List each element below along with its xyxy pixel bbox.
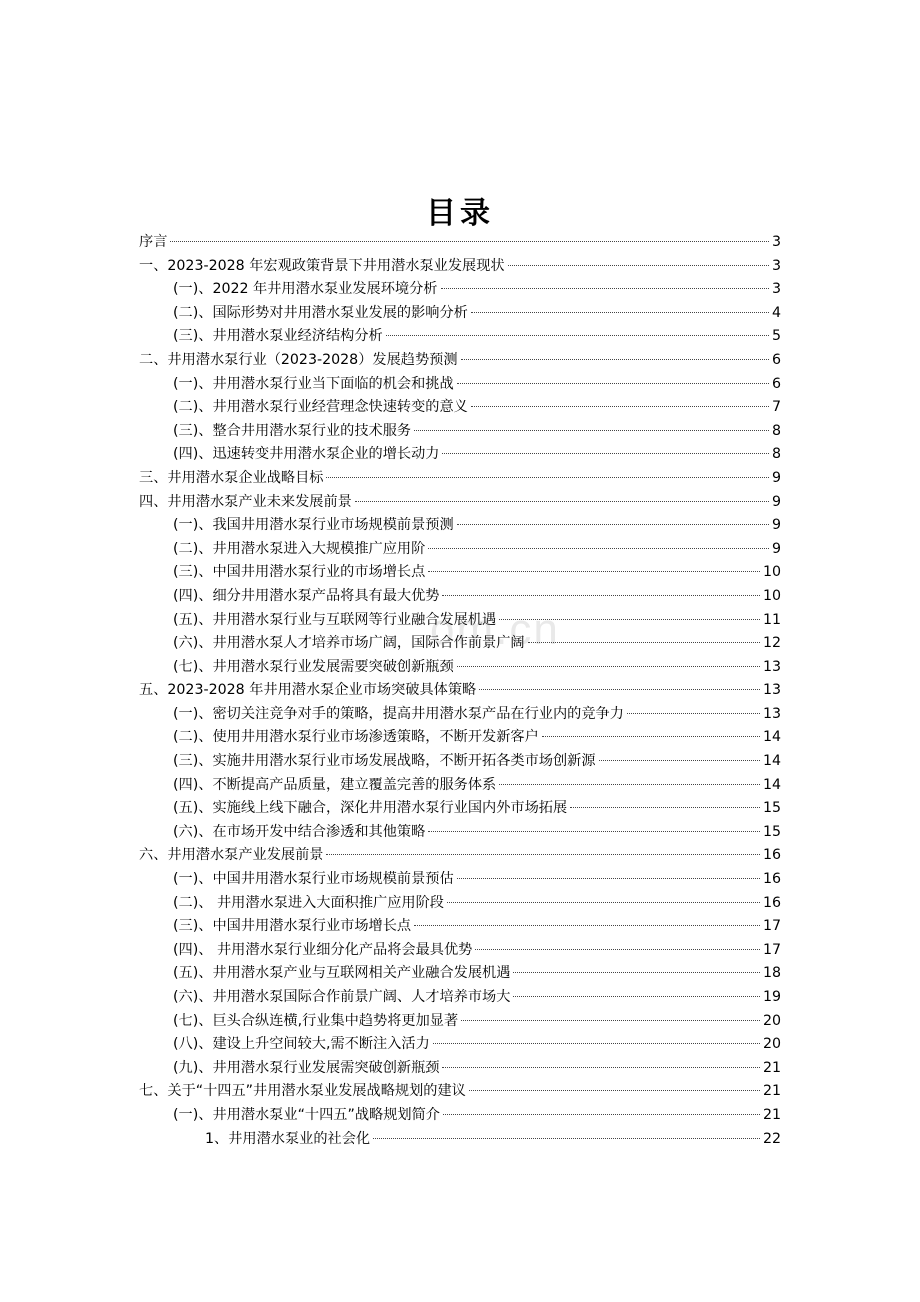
toc-entry-label: (六)、井用潜水泵人才培养市场广阔，国际合作前景广阔 bbox=[173, 635, 525, 652]
toc-entry-page: 15 bbox=[762, 800, 781, 817]
toc-entry[interactable] bbox=[139, 325, 781, 349]
toc-entry-page: 15 bbox=[762, 823, 781, 840]
toc-entry-page: 17 bbox=[762, 941, 781, 958]
toc-entry-page: 12 bbox=[762, 635, 781, 652]
toc-entry-label: (七)、巨头合纵连横,行业集中趋势将更加显著 bbox=[173, 1012, 459, 1029]
toc-entry[interactable] bbox=[139, 491, 781, 515]
toc-leader-dots bbox=[447, 902, 760, 903]
toc-entry-page: 14 bbox=[762, 776, 781, 793]
toc-entry-page: 3 bbox=[771, 257, 781, 274]
toc-entry-label: (四)、迅速转变井用潜水泵企业的增长动力 bbox=[173, 446, 440, 463]
toc-leader-dots bbox=[428, 548, 769, 549]
toc-entry[interactable] bbox=[139, 797, 781, 821]
toc-leader-dots bbox=[599, 760, 760, 761]
toc-leader-dots bbox=[442, 1067, 759, 1068]
toc-entry-page: 13 bbox=[762, 658, 781, 675]
toc-entry[interactable] bbox=[139, 986, 781, 1010]
toc-entry-page: 3 bbox=[771, 234, 781, 250]
toc-entry-page: 6 bbox=[771, 375, 781, 392]
toc-entry-label: (二)、 井用潜水泵进入大面积推广应用阶段 bbox=[173, 894, 444, 911]
toc-entry-label: (一)、密切关注竞争对手的策略，提高井用潜水泵产品在行业内的竞争力 bbox=[173, 705, 624, 722]
toc-entry-page: 21 bbox=[762, 1059, 781, 1076]
toc-entry[interactable] bbox=[139, 632, 781, 656]
toc-entry[interactable] bbox=[139, 538, 781, 562]
toc-leader-dots bbox=[442, 453, 769, 454]
toc-leader-dots bbox=[499, 619, 760, 620]
toc-entry-page: 8 bbox=[771, 422, 781, 439]
toc-leader-dots bbox=[508, 265, 769, 266]
toc-entry[interactable] bbox=[139, 373, 781, 397]
toc-entry-page: 22 bbox=[762, 1130, 781, 1147]
toc-entry[interactable] bbox=[139, 821, 781, 845]
toc-leader-dots bbox=[513, 972, 760, 973]
toc-entry-page: 11 bbox=[762, 611, 781, 628]
toc-entry[interactable] bbox=[139, 750, 781, 774]
toc-entry[interactable] bbox=[139, 774, 781, 798]
toc-leader-dots bbox=[457, 878, 760, 879]
toc-entry-label: 七、关于“十四五”井用潜水泵业发展战略规划的建议 bbox=[139, 1083, 466, 1100]
toc-entry[interactable] bbox=[139, 1057, 781, 1081]
toc-entry-label: 六、井用潜水泵产业发展前景 bbox=[139, 847, 324, 864]
toc-leader-dots bbox=[386, 335, 769, 336]
toc-leader-dots bbox=[442, 595, 759, 596]
toc-entry-label: (三)、中国井用潜水泵行业的市场增长点 bbox=[173, 564, 426, 581]
toc-entry-label: 1、井用潜水泵业的社会化 bbox=[205, 1130, 371, 1147]
toc-entry[interactable] bbox=[139, 514, 781, 538]
toc-leader-dots bbox=[461, 1020, 760, 1021]
toc-entry[interactable] bbox=[139, 1033, 781, 1057]
toc-leader-dots bbox=[471, 406, 769, 407]
toc-entry-label: 三、井用潜水泵企业战略目标 bbox=[139, 469, 324, 486]
watermark: om.cn bbox=[430, 605, 560, 654]
toc-entry-label: (五)、井用潜水泵行业与互联网等行业融合发展机遇 bbox=[173, 611, 497, 628]
toc-entry-label: 四、井用潜水泵产业未来发展前景 bbox=[139, 493, 352, 510]
toc-entry-label: (五)、实施线上线下融合，深化井用潜水泵行业国内外市场拓展 bbox=[173, 800, 568, 817]
toc-entry-label: (四)、细分井用潜水泵产品将具有最大优势 bbox=[173, 587, 440, 604]
toc-leader-dots bbox=[457, 524, 769, 525]
toc-entry[interactable] bbox=[139, 349, 781, 373]
toc-entry-page: 13 bbox=[762, 705, 781, 722]
toc-entry-label: (六)、井用潜水泵国际合作前景广阔、人才培养市场大 bbox=[173, 989, 511, 1005]
toc-entry-page: 16 bbox=[762, 847, 781, 864]
toc-entry-label: (九)、井用潜水泵行业发展需突破创新瓶颈 bbox=[173, 1059, 440, 1076]
toc-entry[interactable] bbox=[139, 278, 781, 302]
toc-entry[interactable] bbox=[139, 585, 781, 609]
toc-entry-label: (三)、中国井用潜水泵行业市场增长点 bbox=[173, 918, 412, 935]
toc-entry-label: 五、2023-2028 年井用潜水泵企业市场突破具体策略 bbox=[139, 682, 477, 699]
toc-entry-page: 9 bbox=[771, 517, 781, 534]
toc-entry-page: 8 bbox=[771, 446, 781, 463]
toc-entry[interactable] bbox=[139, 915, 781, 939]
toc-leader-dots bbox=[542, 736, 760, 737]
toc-entry-label: (二)、井用潜水泵进入大规模推广应用阶 bbox=[173, 540, 426, 557]
toc-entry-label: (一)、中国井用潜水泵行业市场规模前景预估 bbox=[173, 871, 454, 888]
toc-entry-page: 9 bbox=[771, 469, 781, 486]
toc-entry-page: 7 bbox=[771, 399, 781, 416]
toc-leader-dots bbox=[170, 241, 769, 242]
toc-entry-page: 5 bbox=[771, 328, 781, 345]
toc-entry[interactable] bbox=[139, 844, 781, 868]
toc-entry[interactable] bbox=[139, 1010, 781, 1034]
toc-leader-dots bbox=[457, 666, 760, 667]
toc-entry[interactable] bbox=[139, 726, 781, 750]
toc-entry[interactable] bbox=[139, 396, 781, 420]
toc-leader-dots bbox=[570, 807, 760, 808]
toc-entry-label: (二)、井用潜水泵行业经营理念快速转变的意义 bbox=[173, 399, 468, 416]
toc-entry[interactable] bbox=[139, 467, 781, 491]
toc-entry-page: 6 bbox=[771, 351, 781, 368]
toc-entry[interactable] bbox=[139, 892, 781, 916]
table-of-contents bbox=[139, 231, 781, 1151]
toc-entry-page: 14 bbox=[762, 753, 781, 770]
toc-entry-page: 4 bbox=[771, 304, 781, 321]
toc-entry-page: 16 bbox=[762, 871, 781, 888]
toc-leader-dots bbox=[479, 689, 760, 690]
toc-leader-dots bbox=[443, 1114, 760, 1115]
toc-entry[interactable] bbox=[139, 255, 781, 279]
toc-entry-label: (七)、井用潜水泵行业发展需要突破创新瓶颈 bbox=[173, 658, 454, 675]
toc-entry-label: (五)、井用潜水泵产业与互联网相关产业融合发展机遇 bbox=[173, 965, 511, 982]
toc-entry[interactable] bbox=[139, 868, 781, 892]
toc-entry-label: (一)、2022 年井用潜水泵业发展环境分析 bbox=[173, 281, 438, 298]
toc-entry[interactable] bbox=[139, 231, 781, 255]
toc-leader-dots bbox=[627, 713, 760, 714]
toc-entry-label: (三)、整合井用潜水泵行业的技术服务 bbox=[173, 422, 412, 439]
toc-leader-dots bbox=[513, 996, 760, 997]
toc-leader-dots bbox=[355, 501, 769, 502]
toc-entry[interactable] bbox=[139, 939, 781, 963]
toc-entry-page: 3 bbox=[771, 281, 781, 298]
toc-leader-dots bbox=[433, 1043, 760, 1044]
toc-entry-page: 21 bbox=[762, 1083, 781, 1100]
toc-entry[interactable] bbox=[139, 1080, 781, 1104]
toc-entry-label: (四)、不断提高产品质量，建立覆盖完善的服务体系 bbox=[173, 776, 497, 793]
toc-entry-label: (三)、实施井用潜水泵行业市场发展战略，不断开拓各类市场创新源 bbox=[173, 753, 596, 770]
toc-entry-page: 17 bbox=[762, 918, 781, 935]
toc-entry-label: 序言 bbox=[139, 234, 168, 250]
toc-entry-page: 10 bbox=[762, 564, 781, 581]
toc-entry[interactable] bbox=[139, 609, 781, 633]
toc-entry-label: (四)、 井用潜水泵行业细分化产品将会最具优势 bbox=[173, 941, 473, 958]
toc-entry-label: (三)、井用潜水泵业经济结构分析 bbox=[173, 328, 383, 345]
toc-leader-dots bbox=[414, 925, 760, 926]
toc-entry[interactable] bbox=[139, 679, 781, 703]
toc-entry[interactable] bbox=[139, 420, 781, 444]
toc-entry-page: 19 bbox=[762, 989, 781, 1005]
toc-entry-page: 16 bbox=[762, 894, 781, 911]
toc-entry[interactable] bbox=[139, 561, 781, 585]
toc-entry-page: 20 bbox=[762, 1012, 781, 1029]
toc-leader-dots bbox=[414, 430, 769, 431]
toc-leader-dots bbox=[499, 784, 760, 785]
toc-entry[interactable] bbox=[139, 703, 781, 727]
toc-entry-label: 一、2023-2028 年宏观政策背景下井用潜水泵业发展现状 bbox=[139, 257, 505, 274]
toc-entry[interactable] bbox=[139, 1104, 781, 1128]
toc-leader-dots bbox=[428, 831, 760, 832]
toc-entry-page: 18 bbox=[762, 965, 781, 982]
toc-entry-page: 21 bbox=[762, 1106, 781, 1123]
toc-leader-dots bbox=[428, 571, 760, 572]
toc-entry[interactable] bbox=[139, 443, 781, 467]
toc-entry-page: 9 bbox=[771, 540, 781, 557]
toc-leader-dots bbox=[471, 312, 769, 313]
toc-leader-dots bbox=[469, 1090, 760, 1091]
toc-leader-dots bbox=[528, 642, 760, 643]
toc-leader-dots bbox=[461, 359, 769, 360]
toc-entry[interactable] bbox=[139, 962, 781, 986]
toc-entry-label: (八)、建设上升空间较大,需不断注入活力 bbox=[173, 1036, 430, 1053]
toc-entry-label: (一)、井用潜水泵行业当下面临的机会和挑战 bbox=[173, 375, 454, 392]
toc-entry-label: (二)、使用井用潜水泵行业市场渗透策略，不断开发新客户 bbox=[173, 729, 539, 746]
toc-entry[interactable] bbox=[139, 302, 781, 326]
toc-entry-label: (二)、国际形势对井用潜水泵业发展的影响分析 bbox=[173, 304, 468, 321]
toc-entry-label: (一)、我国井用潜水泵行业市场规模前景预测 bbox=[173, 517, 454, 534]
toc-leader-dots bbox=[457, 383, 769, 384]
toc-entry-page: 9 bbox=[771, 493, 781, 510]
toc-leader-dots bbox=[326, 477, 769, 478]
page-title: 目录 bbox=[426, 196, 494, 231]
toc-entry-page: 13 bbox=[762, 682, 781, 699]
toc-leader-dots bbox=[373, 1138, 760, 1139]
toc-entry-page: 10 bbox=[762, 587, 781, 604]
toc-leader-dots bbox=[326, 854, 759, 855]
toc-entry[interactable] bbox=[139, 656, 781, 680]
toc-entry-label: (一)、井用潜水泵业“十四五”战略规划简介 bbox=[173, 1106, 440, 1123]
toc-entry-page: 20 bbox=[762, 1036, 781, 1053]
toc-entry-label: (六)、在市场开发中结合渗透和其他策略 bbox=[173, 823, 426, 840]
toc-leader-dots bbox=[441, 288, 769, 289]
toc-leader-dots bbox=[475, 949, 760, 950]
toc-entry-page: 14 bbox=[762, 729, 781, 746]
toc-entry-label: 二、井用潜水泵行业（2023-2028）发展趋势预测 bbox=[139, 351, 458, 368]
toc-entry[interactable] bbox=[139, 1128, 781, 1152]
